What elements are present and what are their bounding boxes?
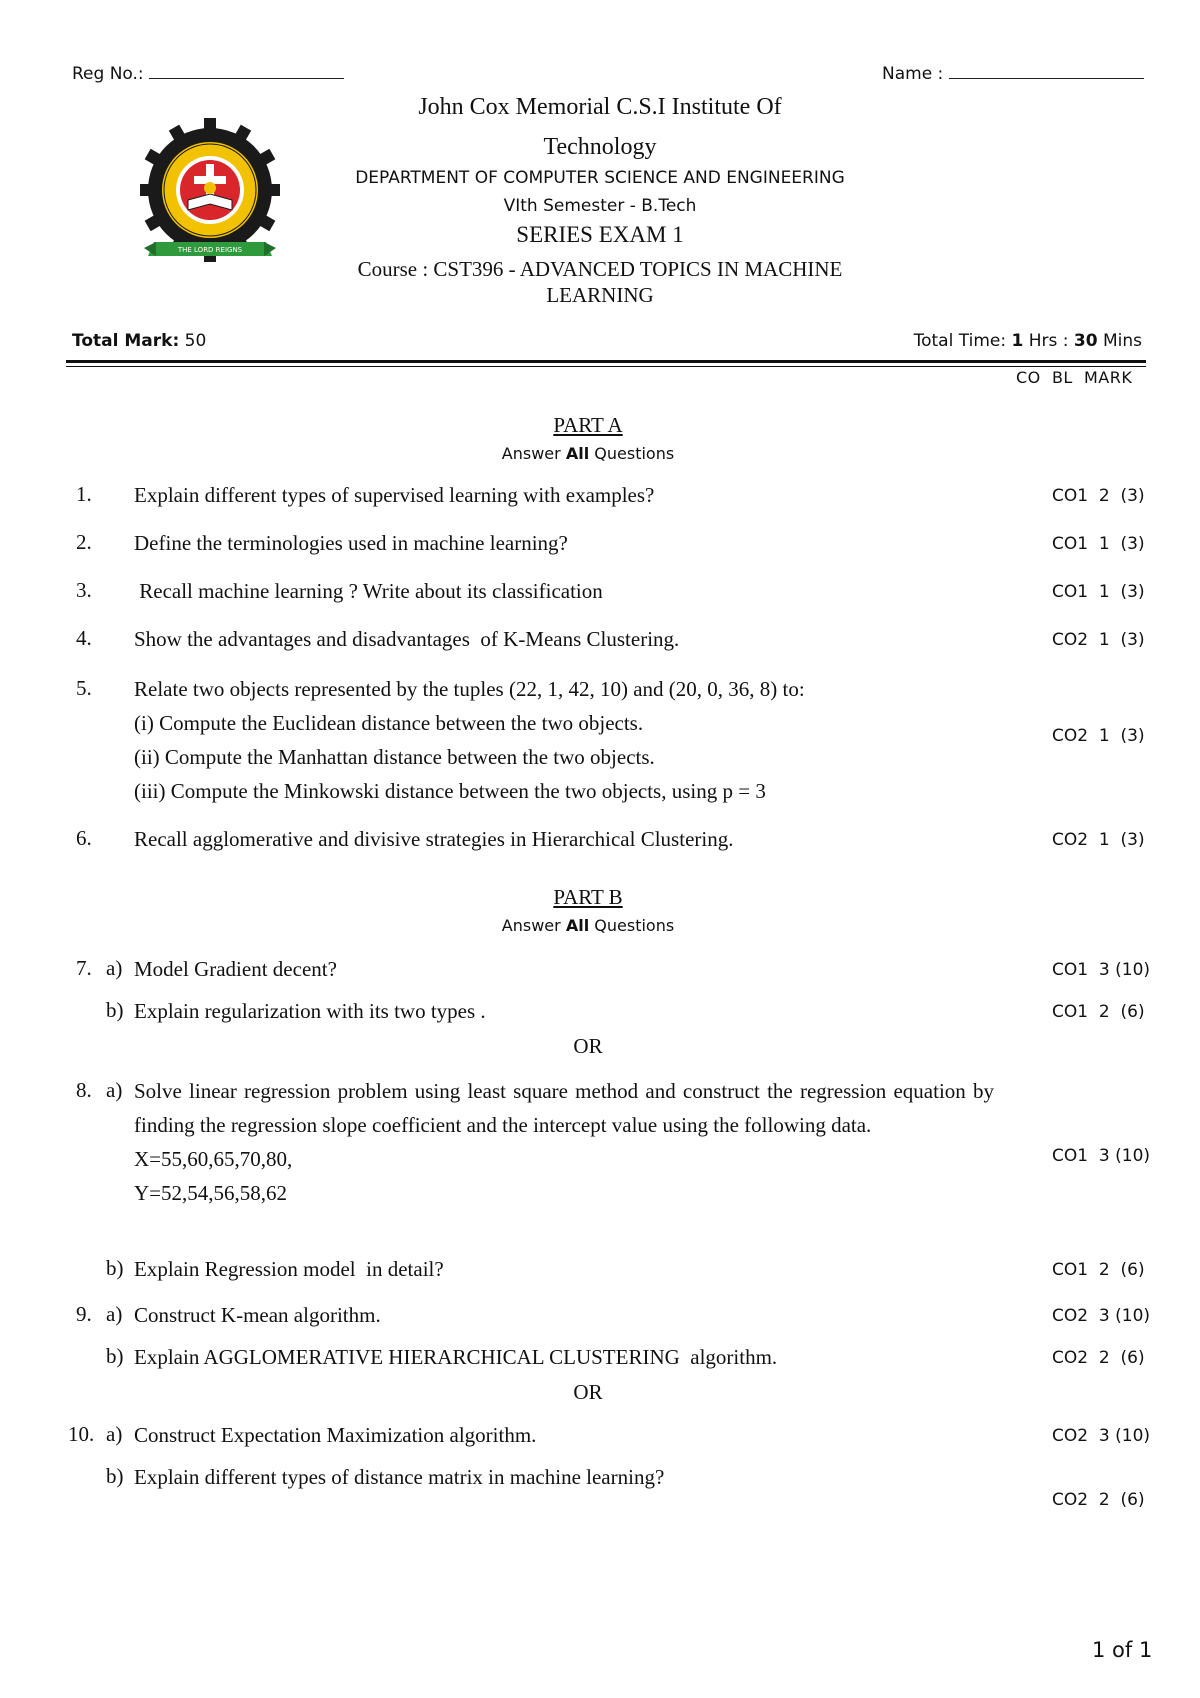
header-rule-thick [66,360,1146,363]
exam-title: SERIES EXAM 1 [516,222,684,247]
total-time-label: Total Time: [913,331,1007,351]
question-number: 10. [68,1422,95,1446]
instruction-bold: All [565,916,590,935]
question-line: (ii) Compute the Manhattan distance between the two objects. [134,745,655,769]
total-mark-label: Total Mark: [72,331,180,351]
question-meta: CO1 2 (3) [1052,486,1145,506]
total-time-mins: 30 [1073,331,1098,351]
instruction-suffix: Questions [594,916,675,935]
question-number: 1. [76,482,92,506]
column-headers: CO BL MARK [1016,368,1133,387]
question-text: Explain regularization with its two types . [134,999,486,1023]
question-number: 8. [76,1078,92,1102]
or-divider: OR [573,1034,603,1058]
question-meta: CO2 2 (6) [1052,1348,1145,1368]
question-number: 2. [76,530,92,554]
question-number: 5. [76,676,92,700]
instruction-suffix: Questions [594,444,675,463]
question-text: Explain AGGLOMERATIVE HIERARCHICAL CLUSTERING algorithm. [134,1345,778,1369]
question-line: (iii) Compute the Minkowski distance between the two objects, using p = 3 [134,779,766,803]
question-number: 9. [76,1302,92,1326]
question-meta: CO2 1 (3) [1052,726,1145,746]
sub-question-label: a) [106,1422,123,1446]
question-text: Define the terminologies used in machine learning? [134,531,568,555]
sub-question-label: a) [106,956,123,980]
logo-motto: THE LORD REIGNS [177,246,243,254]
question-meta: CO1 1 (3) [1052,534,1145,554]
sub-question-label: b) [106,1256,124,1280]
reg-no-blank [149,62,344,79]
question-meta: CO2 1 (3) [1052,830,1145,850]
part-b-title: PART B [553,885,623,909]
total-time-hours: 1 [1011,331,1024,351]
question-meta: CO1 2 (6) [1052,1260,1145,1280]
question-number: 4. [76,626,92,650]
sub-question-label: b) [106,998,124,1022]
question-text [134,672,805,808]
question-line: Relate two objects represented by the tuples (22, 1, 42, 10) and (20, 0, 36, 8) to: [134,677,805,701]
question-meta: CO2 3 (10) [1052,1306,1151,1326]
question-meta: CO1 3 (10) [1052,960,1151,980]
question-text: Explain different types of distance matrix in machine learning? [134,1465,665,1489]
department-name: DEPARTMENT OF COMPUTER SCIENCE AND ENGINEERING [355,168,845,188]
question-meta: CO2 2 (6) [1052,1490,1145,1510]
institute-name-line1: John Cox Memorial C.S.I Institute Of [418,94,782,120]
total-mark-value: 50 [184,331,207,351]
question-text: Explain different types of supervised learning with examples? [134,483,655,507]
question-text: Recall agglomerative and divisive strategies in Hierarchical Clustering. [134,827,734,851]
name-blank [949,62,1144,79]
part-b-instruction [0,916,1176,935]
question-meta: CO1 2 (6) [1052,1002,1145,1022]
or-divider: OR [573,1380,603,1404]
sub-question-label: a) [106,1078,123,1102]
total-mark [72,331,206,351]
header-rule-thin [66,366,1146,367]
reg-no-label: Reg No.: [72,64,144,84]
reg-no-field [72,62,344,84]
total-time [820,331,1142,351]
question-line: (i) Compute the Euclidean distance between the two objects. [134,711,644,735]
course-title-line2: LEARNING [546,283,654,307]
question-text: Construct Expectation Maximization algorithm. [134,1423,537,1447]
question-meta: CO1 3 (10) [1052,1146,1151,1166]
question-line: Y=52,54,56,58,62 [134,1181,288,1205]
question-meta: CO2 1 (3) [1052,630,1145,650]
question-line: X=55,60,65,70,80, [134,1147,293,1171]
sub-question-label: b) [106,1464,124,1488]
total-time-hrs-unit: Hrs : [1028,331,1069,351]
sub-question-label: a) [106,1302,123,1326]
question-text: Model Gradient decent? [134,957,337,981]
institute-name-line2: Technology [543,134,657,160]
instruction-prefix: Answer [501,916,561,935]
semester-info: VIth Semester - B.Tech [503,196,697,216]
name-field [882,62,1144,84]
question-text: Recall machine learning ? Write about its classification [134,579,603,603]
question-text: Show the advantages and disadvantages of K-Means Clustering. [134,627,680,651]
course-title [240,256,960,308]
question-number: 6. [76,826,92,850]
question-text: Construct K-mean algorithm. [134,1303,381,1327]
question-meta: CO2 3 (10) [1052,1426,1151,1446]
question-line: Solve linear regression problem using least square method and construct the regression equation by finding the regression slope coefficient and the intercept value using the following data. [134,1079,994,1137]
question-text [134,1074,994,1210]
course-title-line1: Course : CST396 - ADVANCED TOPICS IN MACHINE [357,257,843,281]
name-label: Name : [882,64,944,84]
instruction-bold: All [565,444,590,463]
part-a-title: PART A [553,413,623,437]
part-a-instruction [0,444,1176,463]
question-number: 3. [76,578,92,602]
question-meta: CO1 1 (3) [1052,582,1145,602]
question-text: Explain Regression model in detail? [134,1257,444,1281]
total-time-mins-unit: Mins [1102,331,1142,351]
instruction-prefix: Answer [501,444,561,463]
page-indicator: 1 of 1 [1092,1638,1153,1662]
sub-question-label: b) [106,1344,124,1368]
question-number: 7. [76,956,92,980]
